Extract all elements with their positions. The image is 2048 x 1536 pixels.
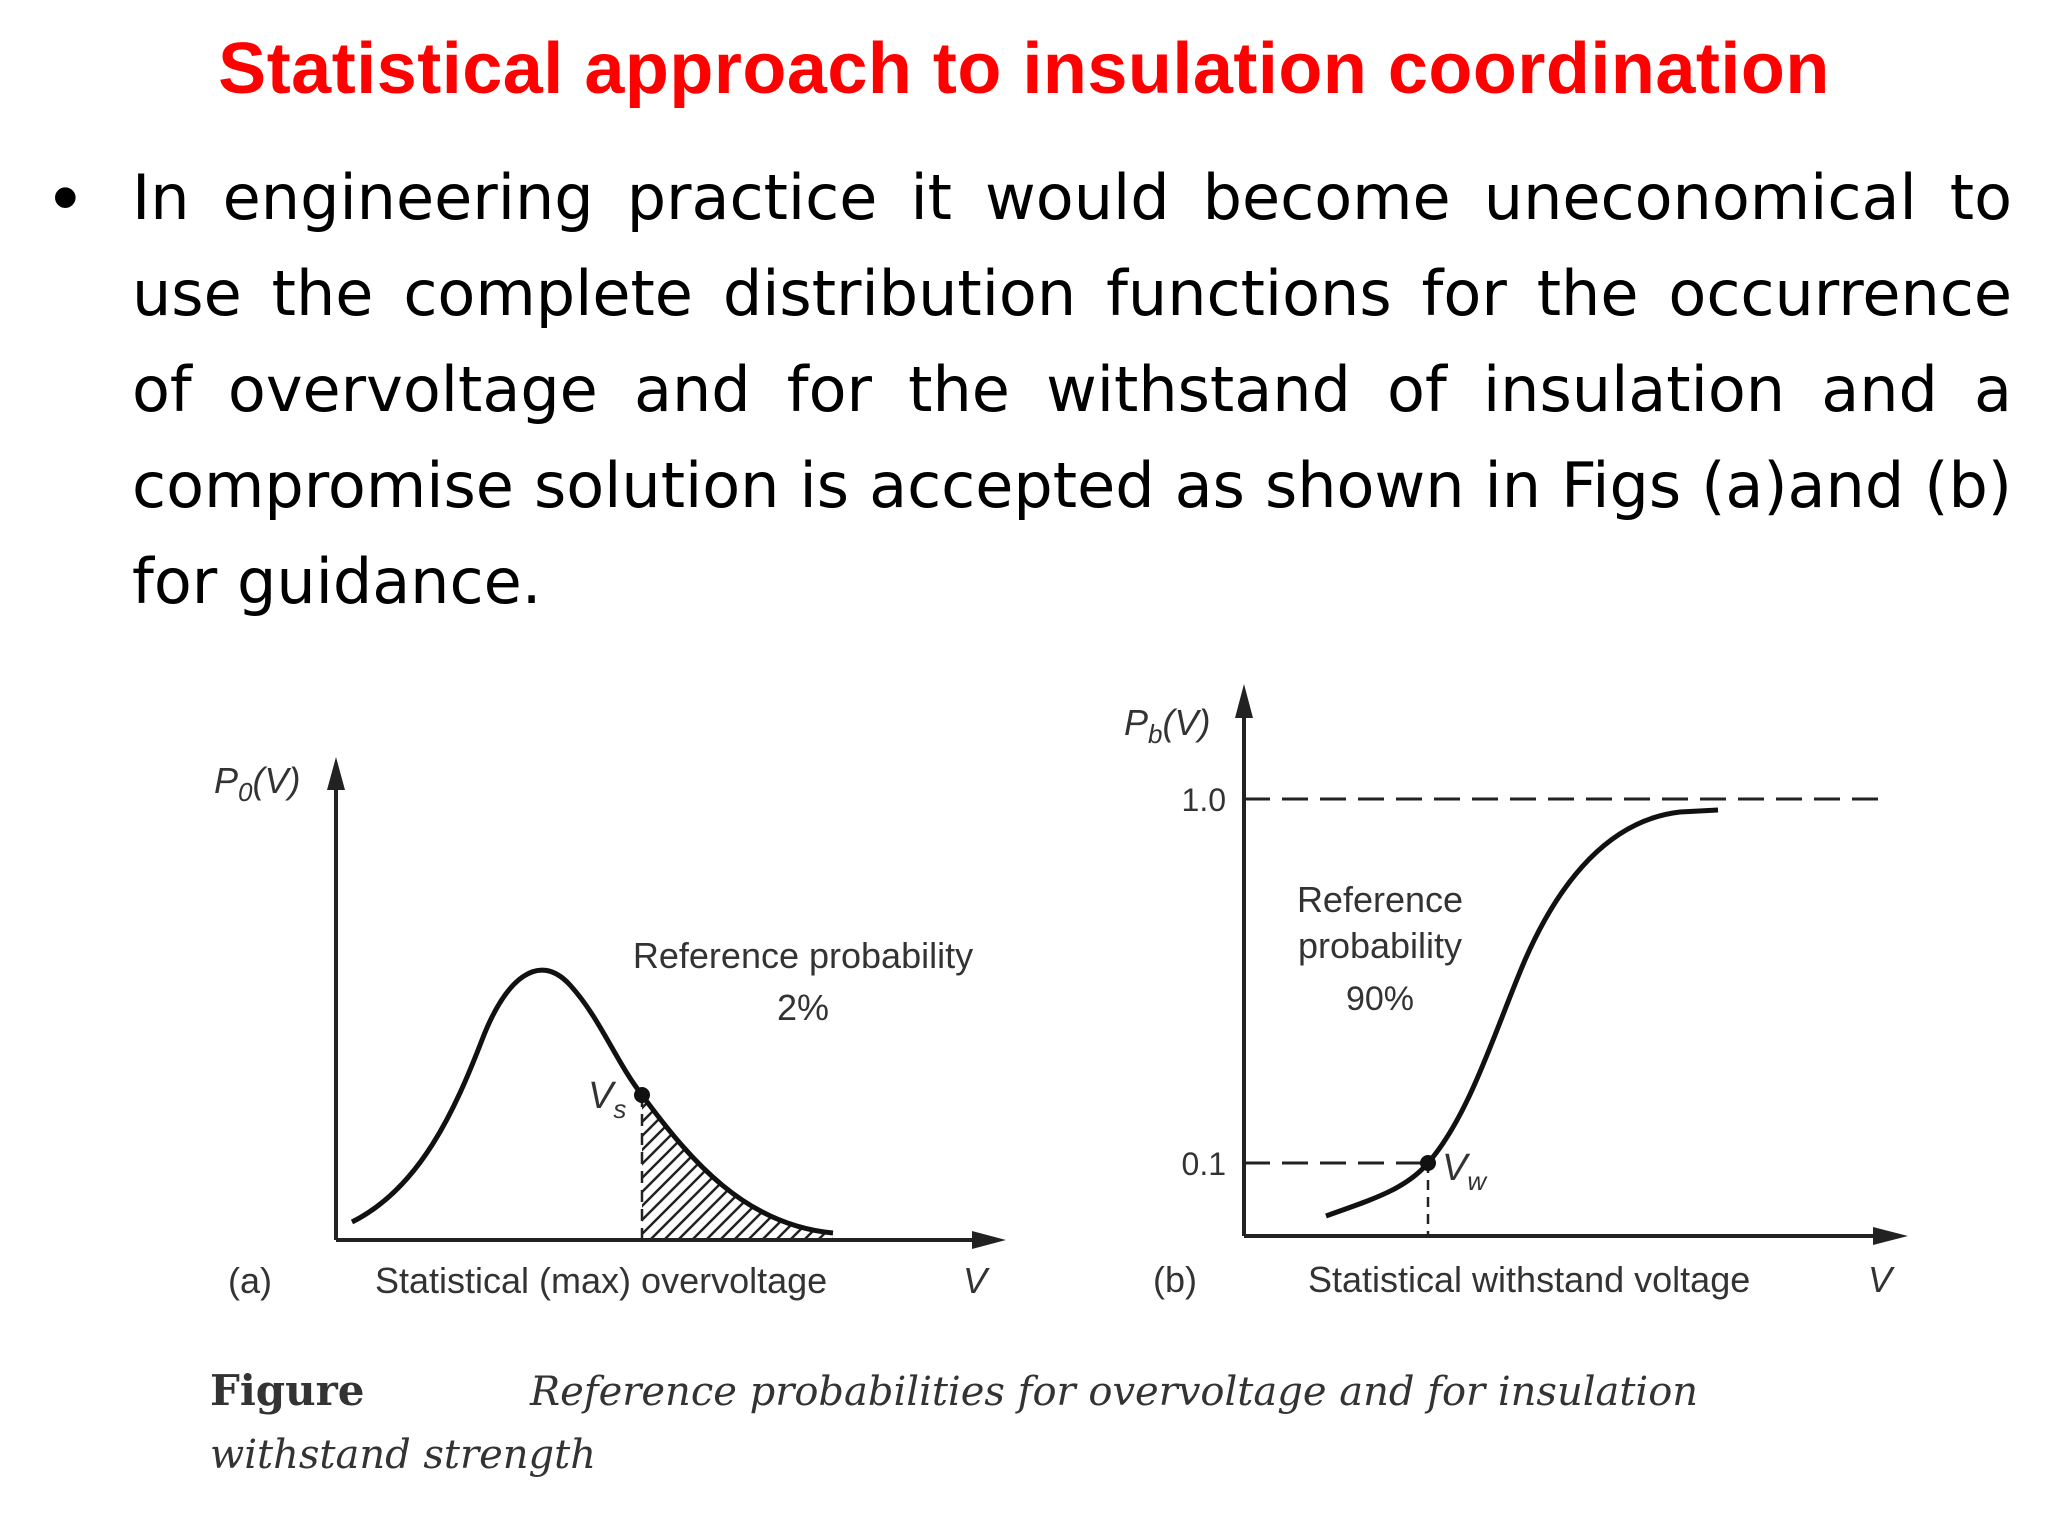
fig-a-x-label: Statistical (max) overvoltage <box>375 1260 828 1301</box>
fig-b-panel-label: (b) <box>1153 1259 1197 1300</box>
fig-b-x-arrow <box>1873 1227 1908 1245</box>
fig-b-vw-point <box>1420 1155 1436 1171</box>
figure-a <box>214 757 1006 1301</box>
fig-a-x-symbol: V <box>963 1260 988 1301</box>
fig-a-y-arrow <box>327 757 345 790</box>
fig-b-y-label: $P_b(V)$ <box>1124 702 1211 749</box>
fig-a-vs-point <box>634 1087 650 1103</box>
slide-title: Statistical approach to insulation coordination <box>218 29 1830 109</box>
fig-a-x-arrow <box>972 1231 1006 1249</box>
fig-a-y-label: $P_0(V)$ <box>214 760 301 807</box>
fig-b-annotation-line1: Reference <box>1296 879 1464 920</box>
fig-b-vw-label: $V_w$ <box>1442 1147 1487 1196</box>
fig-b-tick-label-top: 1.0 <box>1181 782 1226 818</box>
fig-b-x-symbol: V <box>1868 1259 1893 1300</box>
fig-a-hatched-tail <box>642 1095 833 1240</box>
caption-text-line2: withstand strength <box>210 1432 596 1478</box>
caption-label: Figure <box>210 1366 365 1415</box>
bullet-text: In engineering practice it would become uneconomical to use the complete distribution functions for the occurrence of overvoltage and for the withstand of insulation and a compromise solution is accepted as shown in Figs (a)and (b) for guidance. <box>132 161 2012 618</box>
fig-b-annotation-line2: probability <box>1297 925 1463 966</box>
fig-a-annotation-line1: Reference probability <box>632 935 974 976</box>
bullet-marker: • <box>52 155 79 240</box>
fig-a-annotation-line2: 2% <box>776 987 830 1028</box>
fig-a-vs-label: $V_s$ <box>588 1075 627 1124</box>
fig-b-tick-label-bottom: 0.1 <box>1181 1146 1226 1182</box>
figure-caption <box>210 1366 1698 1478</box>
fig-b-annotation-line3: 90% <box>1345 980 1415 1018</box>
figure-b <box>1124 684 1908 1300</box>
fig-b-x-label: Statistical withstand voltage <box>1308 1259 1751 1300</box>
fig-a-panel-label: (a) <box>228 1260 272 1301</box>
fig-b-y-arrow <box>1235 684 1253 718</box>
caption-text-line1: Reference probabilities for overvoltage and for insulation <box>530 1369 1699 1415</box>
